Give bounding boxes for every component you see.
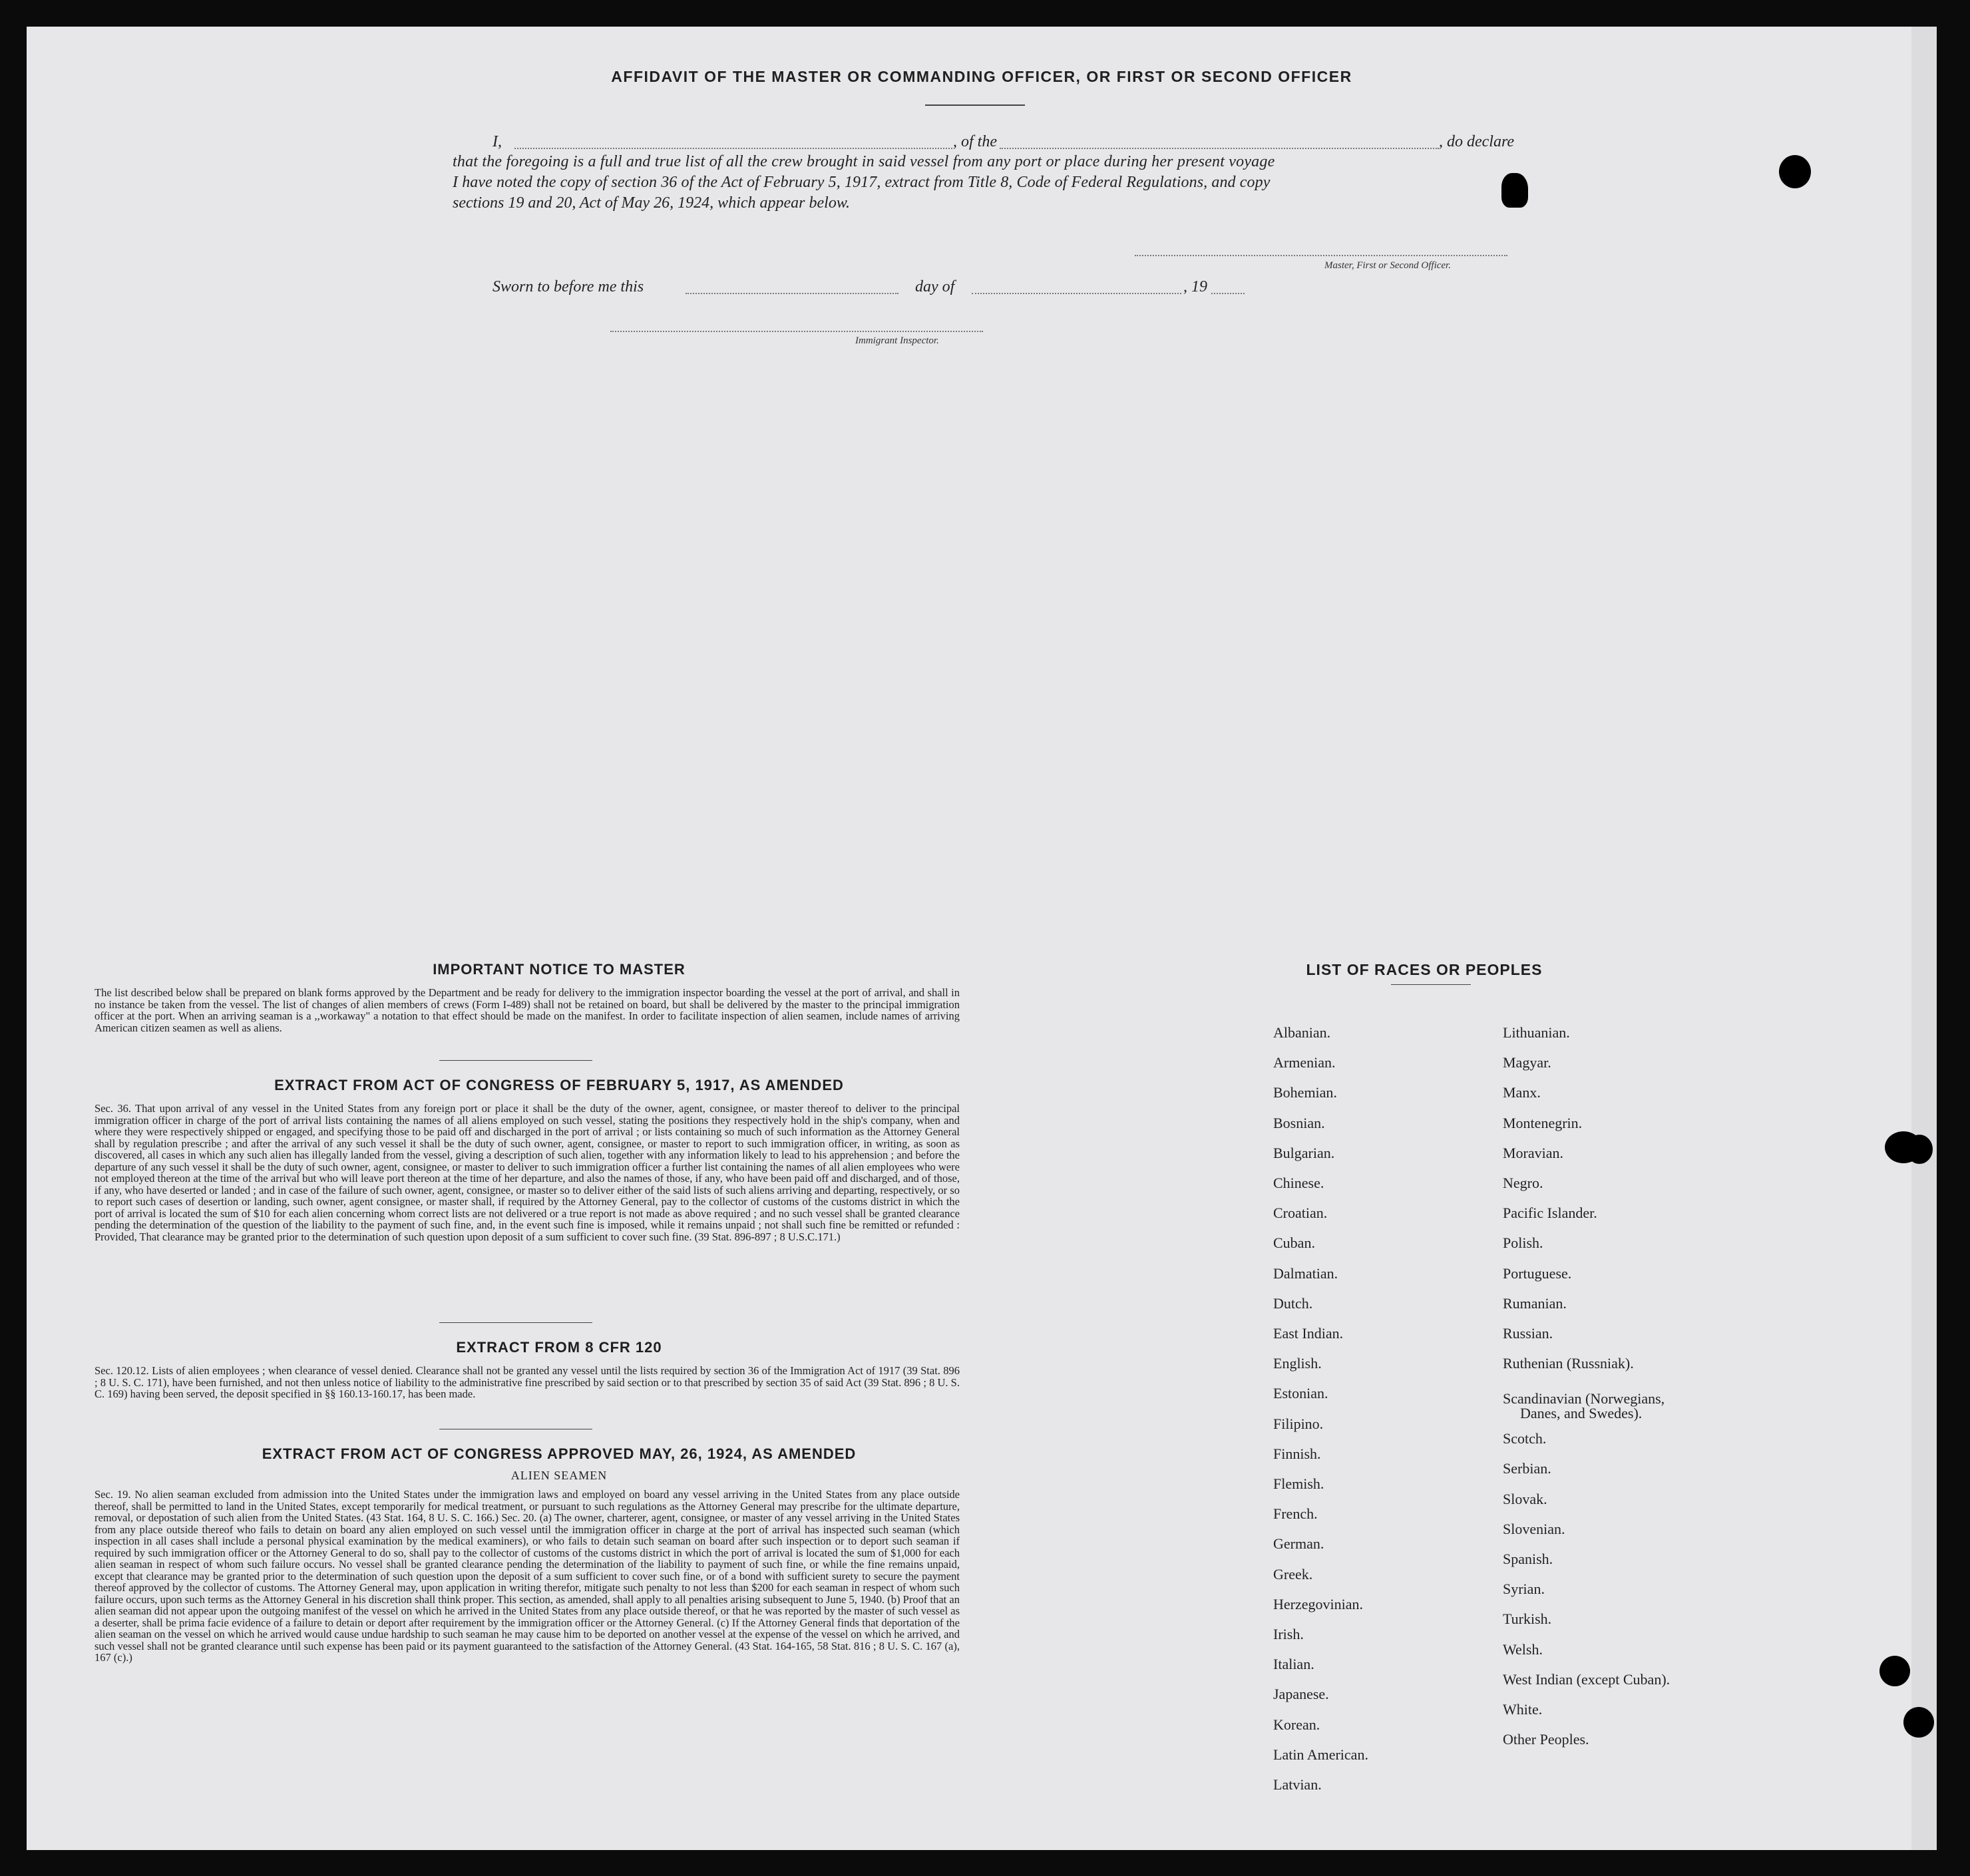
race-item: Japanese. <box>1273 1686 1329 1703</box>
inspector-signature-blank[interactable] <box>610 331 983 332</box>
race-item: Bosnian. <box>1273 1114 1325 1131</box>
race-item: Portuguese. <box>1503 1264 1572 1282</box>
race-item: Ruthenian (Russniak). <box>1503 1355 1634 1372</box>
year-label: , 19 <box>1183 278 1207 295</box>
race-item: English. <box>1273 1355 1322 1372</box>
notice-text: The list described below shall be prepared on blank forms approved by the Department and be ready for delivery to the immigration inspector boarding the vessel at the port of arrival, and shall in no instance be taken from the vessel. The list of changes of alien members of crews (Form I-489) shall not be retained on board, but shall be delivered by the master to the principal immigration officer at the port. When an arriving seaman is a ,,workaway" a notation to that effect should be made on the manifest. In order to facilitate inspection of alien seamen, include names of arriving American citizen seamen as well as aliens. <box>95 986 960 1034</box>
notice-title: IMPORTANT NOTICE TO MASTER <box>433 961 686 978</box>
race-item: Dutch. <box>1273 1294 1313 1312</box>
affidavit-line3: I have noted the copy of section 36 of the Act of February 5, 1917, extract from Title 8, Code of Federal Regulations, and copy <box>453 174 1271 191</box>
race-item: Flemish. <box>1273 1475 1324 1492</box>
race-item: Welsh. <box>1503 1640 1543 1658</box>
race-item: Danes, and Swedes). <box>1520 1405 1643 1422</box>
race-item: Korean. <box>1273 1716 1320 1733</box>
race-item: Manx. <box>1503 1084 1541 1101</box>
race-item: Syrian. <box>1503 1581 1545 1598</box>
race-item: Bohemian. <box>1273 1084 1337 1101</box>
race-item: Spanish. <box>1503 1551 1553 1567</box>
title-rule <box>925 104 1025 106</box>
vessel-blank[interactable] <box>1000 148 1439 149</box>
race-item: East Indian. <box>1273 1325 1344 1342</box>
sworn-month-blank[interactable] <box>972 293 1181 294</box>
race-item: Serbian. <box>1503 1460 1551 1477</box>
race-item: Polish. <box>1503 1234 1543 1252</box>
affidavit-declare: , do declare <box>1439 133 1515 150</box>
race-item: Chinese. <box>1273 1175 1324 1191</box>
race-item: Slovak. <box>1503 1490 1547 1507</box>
extract-cfr-title: EXTRACT FROM 8 CFR 120 <box>456 1339 662 1356</box>
extract-cfr-text: Sec. 120.12. Lists of alien employees ; when clearance of vessel denied. Clearance shall not be granted any vessel until the lists required by section 36 of the Immigration Act of 1917 (39 Stat. 896 ; 8 U. S. C. 171), have been furnished, and not then unless notice of liability to the administrative fine prescribed by said section or to that prescribed by section 35 of said Act (39 Stat. 896 ; 8 U. S. C. 169) having been served, the deposit specified in §§ 160.13-160.17, has been made. <box>95 1364 960 1400</box>
race-item: Italian. <box>1273 1656 1314 1673</box>
extract-1924-subtitle: ALIEN SEAMEN <box>510 1469 608 1482</box>
name-blank[interactable] <box>514 148 952 149</box>
race-item: Albanian. <box>1273 1024 1331 1041</box>
affidavit-title: AFFIDAVIT OF THE MASTER OR COMMANDING OFFICER, OR FIRST OR SECOND OFFICER <box>611 68 1352 85</box>
affidavit-i: I, <box>492 133 502 150</box>
race-item: Latin American. <box>1273 1746 1368 1763</box>
race-item: Scotch. <box>1503 1430 1547 1447</box>
race-item: Lithuanian. <box>1503 1024 1570 1041</box>
affidavit-line4: sections 19 and 20, Act of May 26, 1924, which appear below. <box>453 194 851 212</box>
sworn-day-blank[interactable] <box>686 293 898 294</box>
extract-1917-text: Sec. 36. That upon arrival of any vessel in the United States from any foreign port or place it shall be the duty of the owner, agent, consignee, or master thereof to deliver to the principal immigration officer in charge of the port of arrival lists containing the names of all aliens employed on such vessel, stating the positions they respectively hold in the ship's company, when and where they were respectively shipped or engaged, and specifying those to be paid off and discharged in the port of arrival ; or lists containing so much of such information as the Attorney General shall by regulation prescribe ; and after the arrival of any such vessel it shall be the duty of such owner, agent, consignee, or master to report to such immigration officer, in writing, as soon as discovered, all cases in which any such alien has illegally landed from the vessel, giving a description of such alien, together with any information likely to lead to his apprehension ; and before the departure of any such vessel it shall be the duty of such owner, agent, consignee, or master to deliver to such immigration officer a further list containing the names of all alien employees who were not employed thereon at the time of the arrival but who will leave port thereon at the time of her departure, and also the names of those, if any, who have been paid off and discharged, and of those, if any, who have deserted or landed ; and in case of the failure of such owner, agent, consignee, or master so to deliver either of the said lists of such aliens arriving and departing, respectively, or so to report such cases of desertion or landing, such owner, agent consignee, or master shall, if required by the Attorney General, pay to the collector of customs of the customs district in which the port of arrival is located the sum of $10 for each alien concerning whom correct lists are not delivered or a true report is not made as above required ; and no such vessel shall be granted clearance pending the determination of the question of the liability to the payment of such fine, and, in the event such fine is imposed, while it remains unpaid ; not shall such fine be remitted or refunded : Provided, That clearance may be granted prior to the determination of such question upon deposit of a sum sufficient to cover such fine. (39 Stat. 896-897 ; 8 U.S.C.171.) <box>95 1102 960 1243</box>
day-of-label: day of <box>915 278 955 295</box>
race-item: Armenian. <box>1273 1054 1336 1071</box>
race-item: Russian. <box>1503 1325 1553 1342</box>
race-item: White. <box>1503 1701 1543 1718</box>
divider <box>439 1060 592 1061</box>
race-item: Negro. <box>1503 1175 1543 1191</box>
race-item: Pacific Islander. <box>1503 1205 1597 1222</box>
race-item: Other Peoples. <box>1503 1731 1589 1748</box>
punch-hole <box>1906 1135 1933 1164</box>
extract-1917-title: EXTRACT FROM ACT OF CONGRESS OF FEBRUARY 5, 1917, AS AMENDED <box>274 1077 844 1093</box>
race-item: Finnish. <box>1273 1445 1321 1462</box>
race-item: Rumanian. <box>1503 1294 1567 1312</box>
race-item: French. <box>1273 1505 1318 1523</box>
race-item: Cuban. <box>1273 1234 1315 1252</box>
ink-stain <box>1501 173 1528 208</box>
sworn-label: Sworn to before me this <box>492 278 644 295</box>
inspector-signature-label: Immigrant Inspector. <box>855 335 939 346</box>
race-item: Slovenian. <box>1503 1520 1565 1537</box>
race-item: Magyar. <box>1503 1054 1551 1071</box>
race-item: Filipino. <box>1273 1415 1324 1432</box>
race-item: Turkish. <box>1503 1610 1552 1628</box>
race-item: Latvian. <box>1273 1776 1322 1793</box>
race-item: Estonian. <box>1273 1385 1328 1402</box>
master-signature-label: Master, First or Second Officer. <box>1324 260 1451 271</box>
extract-1924-title: EXTRACT FROM ACT OF CONGRESS APPROVED MAY, 26, 1924, AS AMENDED <box>262 1445 857 1462</box>
form-sheet <box>27 27 1937 1850</box>
race-item: Montenegrin. <box>1503 1114 1583 1131</box>
race-item: Irish. <box>1273 1626 1304 1642</box>
affidavit-line2: that the foregoing is a full and true list of all the crew brought in said vessel from any port or place during her present voyage <box>453 153 1275 170</box>
race-item: West Indian (except Cuban). <box>1503 1670 1671 1688</box>
race-item: Dalmatian. <box>1273 1264 1338 1282</box>
race-item: Croatian. <box>1273 1205 1328 1222</box>
race-item: Bulgarian. <box>1273 1144 1335 1161</box>
divider <box>439 1322 592 1323</box>
extract-1924-text: Sec. 19. No alien seaman excluded from admission into the United States under the immigration laws and employed on board any vessel arriving in the United States from any place outside thereof, shall be permitted to land in the United States, except temporarily for medical treatment, or pursuant to such regulations as the Attorney General may prescribe for the ultimate departure, removal, or depostation of such alien from the United States. (43 Stat. 164, 8 U. S. C. 166.) Sec. 20. (a) The owner, charterer, agent, consignee, or master of any vessel arriving in the United States from any place outside thereof who fails to detain on board any alien employed on such vessel until the immigration officer in charge at the port of arrival has inspected such seaman (which inspection in all cases shall include a personal physical examination by the medical examiners), or who fails to detain such seaman on board after such inspection or to deport such seaman if required by such immigration officer or the Attorney General to do so, shall pay to the collector of customs of the customs district in which the port of arrival is located the sum of $1,000 for each alien seaman in respect of whom such failure occurs. No vessel shall be granted clearance pending the determination of the liability to payment of such fine, or while the fine remains unpaid, except that clearance may be granted prior to the determination of such question upon the deposit of a sum sufficient to cover such fine, or of a bond with sufficient surety to secure the payment thereof approved by the collector of customs. The Attorney General may, upon application in writing therefor, mitigate such penalty to not less than $200 for each seaman in respect of whom such failure occurs, upon such terms as the Attorney General in his discretion shall think proper. This section, as amended, shall apply to all penalties arising subsequent to June 5, 1940. (b) Proof that an alien seaman did not appear upon the outgoing manifest of the vessel on which he arrived in the United States from any place outside thereof, or that he was reported by the master of such vessel as a deserter, shall be prima facie evidence of a failure to detain or deport after requirement by the immigration officer or the Attorney General. (c) If the Attorney General finds that deportation of the alien seaman on the vessel on which he arrived would cause undue hardship to such seaman he may cause him to be deported on another vessel at the expense of the vessel on which he arrived, and such vessel shall not be granted clearance until such expense has been paid or its payment guaranteed to the satisfaction of the Attorney General. (43 Stat. 164-165, 58 Stat. 816 ; 8 U. S. C. 167 (a), 167 (c).) <box>95 1488 960 1664</box>
punch-hole <box>1879 1656 1910 1686</box>
race-item: Moravian. <box>1503 1144 1564 1161</box>
sworn-year-blank[interactable] <box>1211 293 1245 294</box>
race-item: Herzegovinian. <box>1273 1595 1363 1612</box>
races-title-rule <box>1391 984 1471 985</box>
punch-hole <box>1903 1707 1934 1738</box>
race-item: German. <box>1273 1535 1324 1553</box>
punch-hole <box>1779 155 1811 188</box>
race-item: Scandinavian (Norwegians, <box>1503 1390 1665 1407</box>
races-title: LIST OF RACES OR PEOPLES <box>1306 961 1543 978</box>
sheet-edge <box>1911 27 1937 1850</box>
master-signature-blank[interactable] <box>1135 255 1507 256</box>
race-item: Greek. <box>1273 1565 1313 1583</box>
affidavit-of-the: , of the <box>953 133 997 150</box>
